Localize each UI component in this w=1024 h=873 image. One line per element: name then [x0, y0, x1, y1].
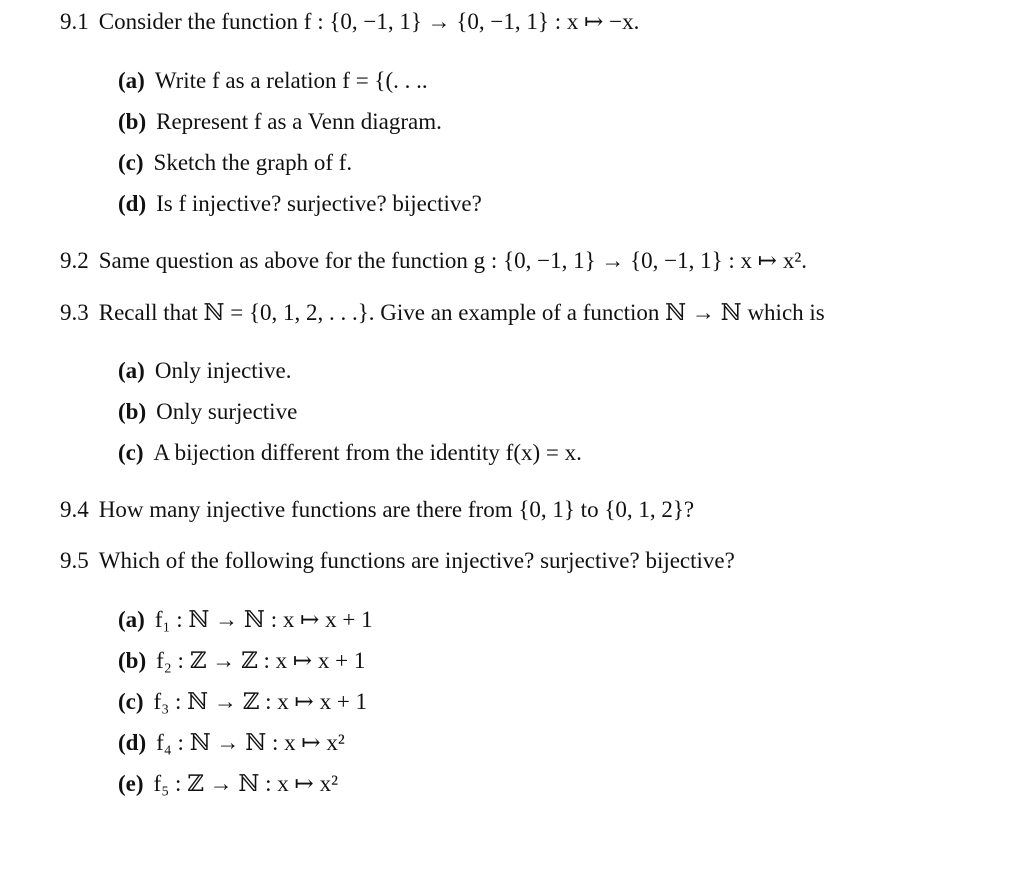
part-label: (c)	[118, 689, 144, 714]
part-label: (c)	[118, 440, 144, 465]
part-text: f₃ : ℕ → ℤ : x ↦ x + 1	[153, 689, 368, 714]
part-label: (b)	[118, 648, 147, 673]
problem-9-1	[60, 10, 639, 33]
problem-text: How many injective functions are there from {0, 1} to {0, 1, 2}?	[98, 497, 695, 522]
part-label: (b)	[118, 109, 147, 134]
problem-9-4	[60, 498, 694, 521]
part-text: Sketch the graph of f.	[153, 150, 353, 175]
part-label: (d)	[118, 191, 147, 216]
problem-9-2	[60, 249, 807, 272]
problem-9-1-part-d	[118, 192, 482, 215]
part-label: (a)	[118, 607, 145, 632]
problem-9-5-part-b	[118, 649, 365, 672]
problem-text: Consider the function f : {0, −1, 1} → {0, −1, 1} : x ↦ −x.	[98, 9, 640, 34]
part-label: (c)	[118, 150, 144, 175]
part-label: (d)	[118, 730, 147, 755]
problem-9-1-part-c	[118, 151, 352, 174]
part-text: A bijection different from the identity f(x) = x.	[153, 440, 582, 465]
problem-text: Same question as above for the function g : {0, −1, 1} → {0, −1, 1} : x ↦ x².	[98, 248, 807, 273]
problem-9-3-part-b	[118, 400, 297, 423]
problem-text: Which of the following functions are injective? surjective? bijective?	[98, 548, 735, 573]
part-text: Represent f as a Venn diagram.	[156, 109, 442, 134]
problem-9-5-part-c	[118, 690, 367, 713]
problem-9-3-part-a	[118, 359, 292, 382]
problem-9-3-part-c	[118, 441, 582, 464]
problem-9-1-part-a	[118, 69, 428, 92]
part-text: Only surjective	[156, 399, 298, 424]
part-text: Is f injective? surjective? bijective?	[156, 191, 482, 216]
part-text: f₄ : ℕ → ℕ : x ↦ x²	[156, 730, 345, 755]
part-label: (b)	[118, 399, 147, 424]
part-text: f₂ : ℤ → ℤ : x ↦ x + 1	[156, 648, 366, 673]
part-label: (e)	[118, 771, 144, 796]
problem-9-3	[60, 301, 825, 324]
problem-number: 9.3	[60, 300, 89, 325]
problem-9-5-part-d	[118, 731, 345, 754]
problem-9-1-part-b	[118, 110, 442, 133]
part-text: f₅ : ℤ → ℕ : x ↦ x²	[153, 771, 338, 796]
problem-number: 9.1	[60, 9, 89, 34]
part-text: Write f as a relation f = {(. . ..	[154, 68, 428, 93]
part-text: Only injective.	[154, 358, 292, 383]
problem-9-5	[60, 549, 735, 572]
part-label: (a)	[118, 68, 145, 93]
part-text: f₁ : ℕ → ℕ : x ↦ x + 1	[154, 607, 373, 632]
problem-number: 9.5	[60, 548, 89, 573]
problem-number: 9.4	[60, 497, 89, 522]
problem-9-5-part-e	[118, 772, 338, 795]
part-label: (a)	[118, 358, 145, 383]
problem-9-5-part-a	[118, 608, 373, 631]
problem-number: 9.2	[60, 248, 89, 273]
problem-text: Recall that ℕ = {0, 1, 2, . . .}. Give an example of a function ℕ → ℕ which is	[98, 300, 825, 325]
